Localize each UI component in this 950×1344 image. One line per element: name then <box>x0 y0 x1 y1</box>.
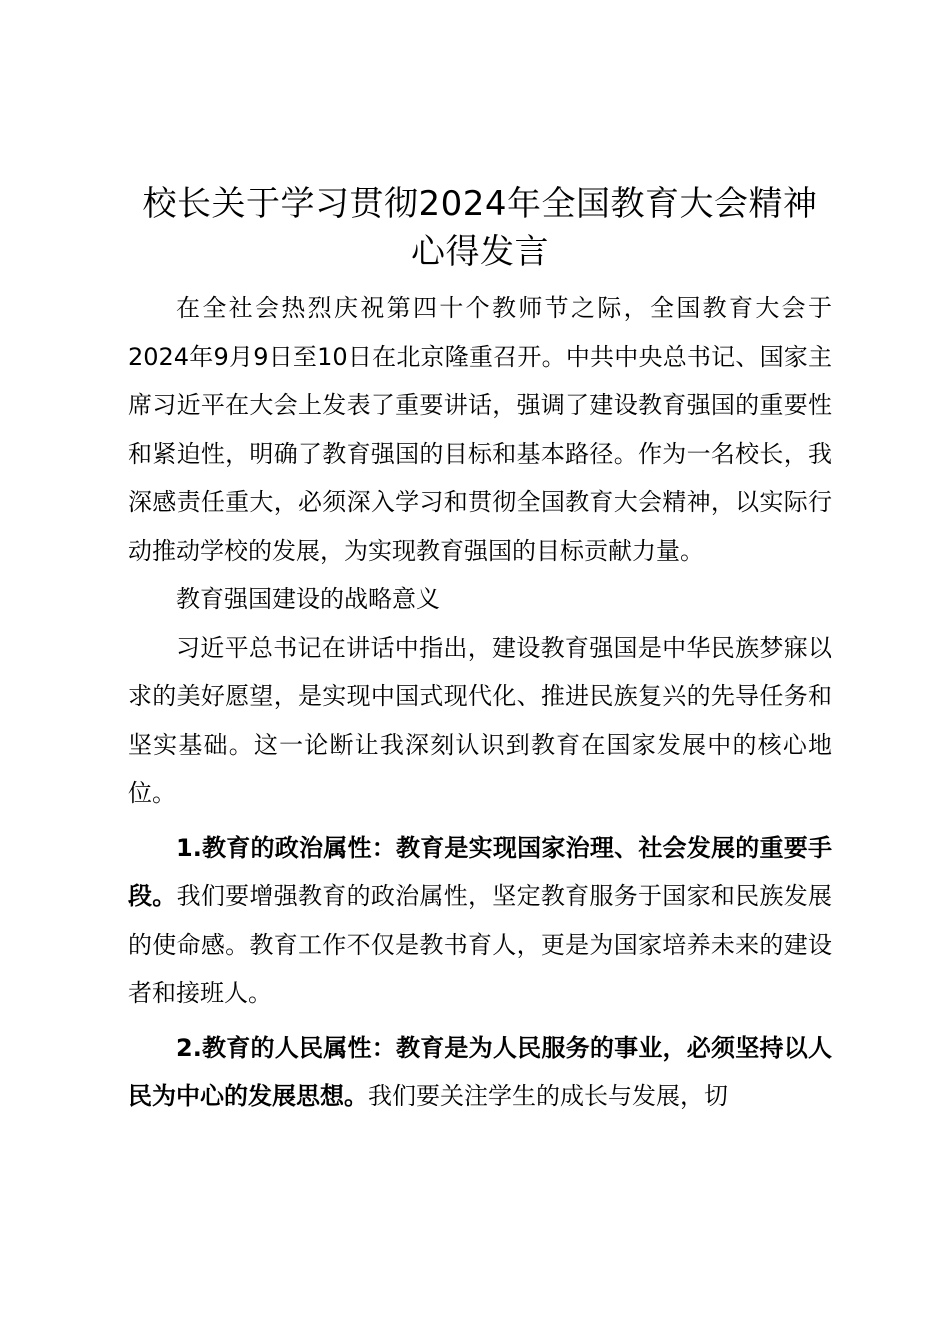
paragraph-intro-text: 在全社会热烈庆祝第四十个教师节之际，全国教育大会于2024年9月9日至10日在北京隆重召开。中共中央总书记、国家主席习近平在大会上发表了重要讲话，强调了建设教育强国的重要性和紧迫性，明确了教育强国的目标和基本路径。作为一名校长，我深感责任重大，必须深入学习和贯彻全国教育大会精神，以实际行动推动学校的发展，为实现教育强国的目标贡献力量。 <box>128 294 832 565</box>
paragraph-point-1 <box>128 824 832 1018</box>
paragraph-point-2 <box>128 1024 832 1121</box>
point-2-heading: 2.教育的人民属性：教育是为人民服务的事业，必须坚持以人民为中心的发展思想。 <box>128 1033 832 1110</box>
section-heading-text: 教育强国建设的战略意义 <box>176 585 440 613</box>
point-1-text: 我们要增强教育的政治属性，坚定教育服务于国家和民族发展的使命感。教育工作不仅是教书育人，更是为国家培养未来的建设者和接班人。 <box>128 882 833 1007</box>
point-1-heading: 1.教育的政治属性：教育是实现国家治理、社会发展的重要手段。 <box>128 833 832 910</box>
paragraph-intro <box>128 284 832 575</box>
point-2-text: 我们要关注学生的成长与发展，切 <box>368 1082 728 1110</box>
document-title: 校长关于学习贯彻2024年全国教育大会精神心得发言 <box>142 184 818 272</box>
paragraph-significance <box>128 624 832 818</box>
section-heading <box>128 575 832 624</box>
paragraph-significance-text: 习近平总书记在讲话中指出，建设教育强国是中华民族梦寐以求的美好愿望，是实现中国式现代化、推进民族复兴的先导任务和坚实基础。这一论断让我深刻认识到教育在国家发展中的核心地位。 <box>128 633 832 807</box>
document-page <box>128 180 832 1121</box>
